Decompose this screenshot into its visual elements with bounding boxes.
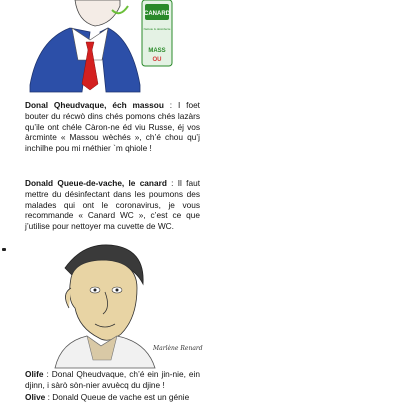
dialogue-line bbox=[25, 178, 200, 232]
caricature-portrait-illustration bbox=[25, 238, 203, 368]
speaker-name: Olive bbox=[25, 391, 46, 402]
margin-mark bbox=[2, 248, 6, 251]
canard-bottle-icon bbox=[142, 0, 172, 66]
artist-signature: Marlène Renard bbox=[153, 345, 203, 352]
bottle-small-text: Nettoie & désinfecte bbox=[143, 27, 171, 31]
dialogue-block-2 bbox=[25, 178, 200, 233]
dialogue-text: : Il faut mettre du désinfectant dans les poumons des malades qui ont le coronavirus, je vous recommande « Canard WC », c’est ce que j’utilise pour nettoyer ma cuvette de WC. bbox=[25, 178, 200, 232]
dialogue-line bbox=[25, 369, 200, 391]
bottle-caption-2: OU bbox=[152, 57, 162, 63]
dialogue-text: : Donal Qheudvaque, ch’é ein jin-nie, ein djinn, i sàrò sòn-nier avuècq du djine ! bbox=[25, 369, 200, 390]
dialogue-line bbox=[25, 392, 200, 403]
bottle-caption-1: MASS bbox=[148, 48, 166, 54]
bottle-brand-text: CANARD bbox=[144, 11, 170, 17]
dialogue-block-3 bbox=[25, 369, 200, 403]
dialogue-block-1 bbox=[25, 100, 200, 155]
speaker-name: Donal Qheudvaque, éch massou bbox=[25, 100, 164, 110]
dialogue-text: : Donald Queue de vache est un génie bbox=[45, 391, 190, 402]
speaker-name: Olife bbox=[25, 369, 44, 379]
caricature-with-bottle-illustration bbox=[20, 0, 185, 92]
speaker-name: Donald Queue-de-vache, le canard bbox=[25, 178, 167, 188]
dialogue-text: : I foet bouter du récwò dins chés pomons chés lazàrs qu’ile ont chéle Càron-ne éd viu Russe, éj vos àrcminte « Massou wèchés », ch’é chou qu’j inchilhe pou mi rnéthier `m qhiole ! bbox=[25, 100, 200, 154]
dialogue-line bbox=[25, 100, 200, 154]
